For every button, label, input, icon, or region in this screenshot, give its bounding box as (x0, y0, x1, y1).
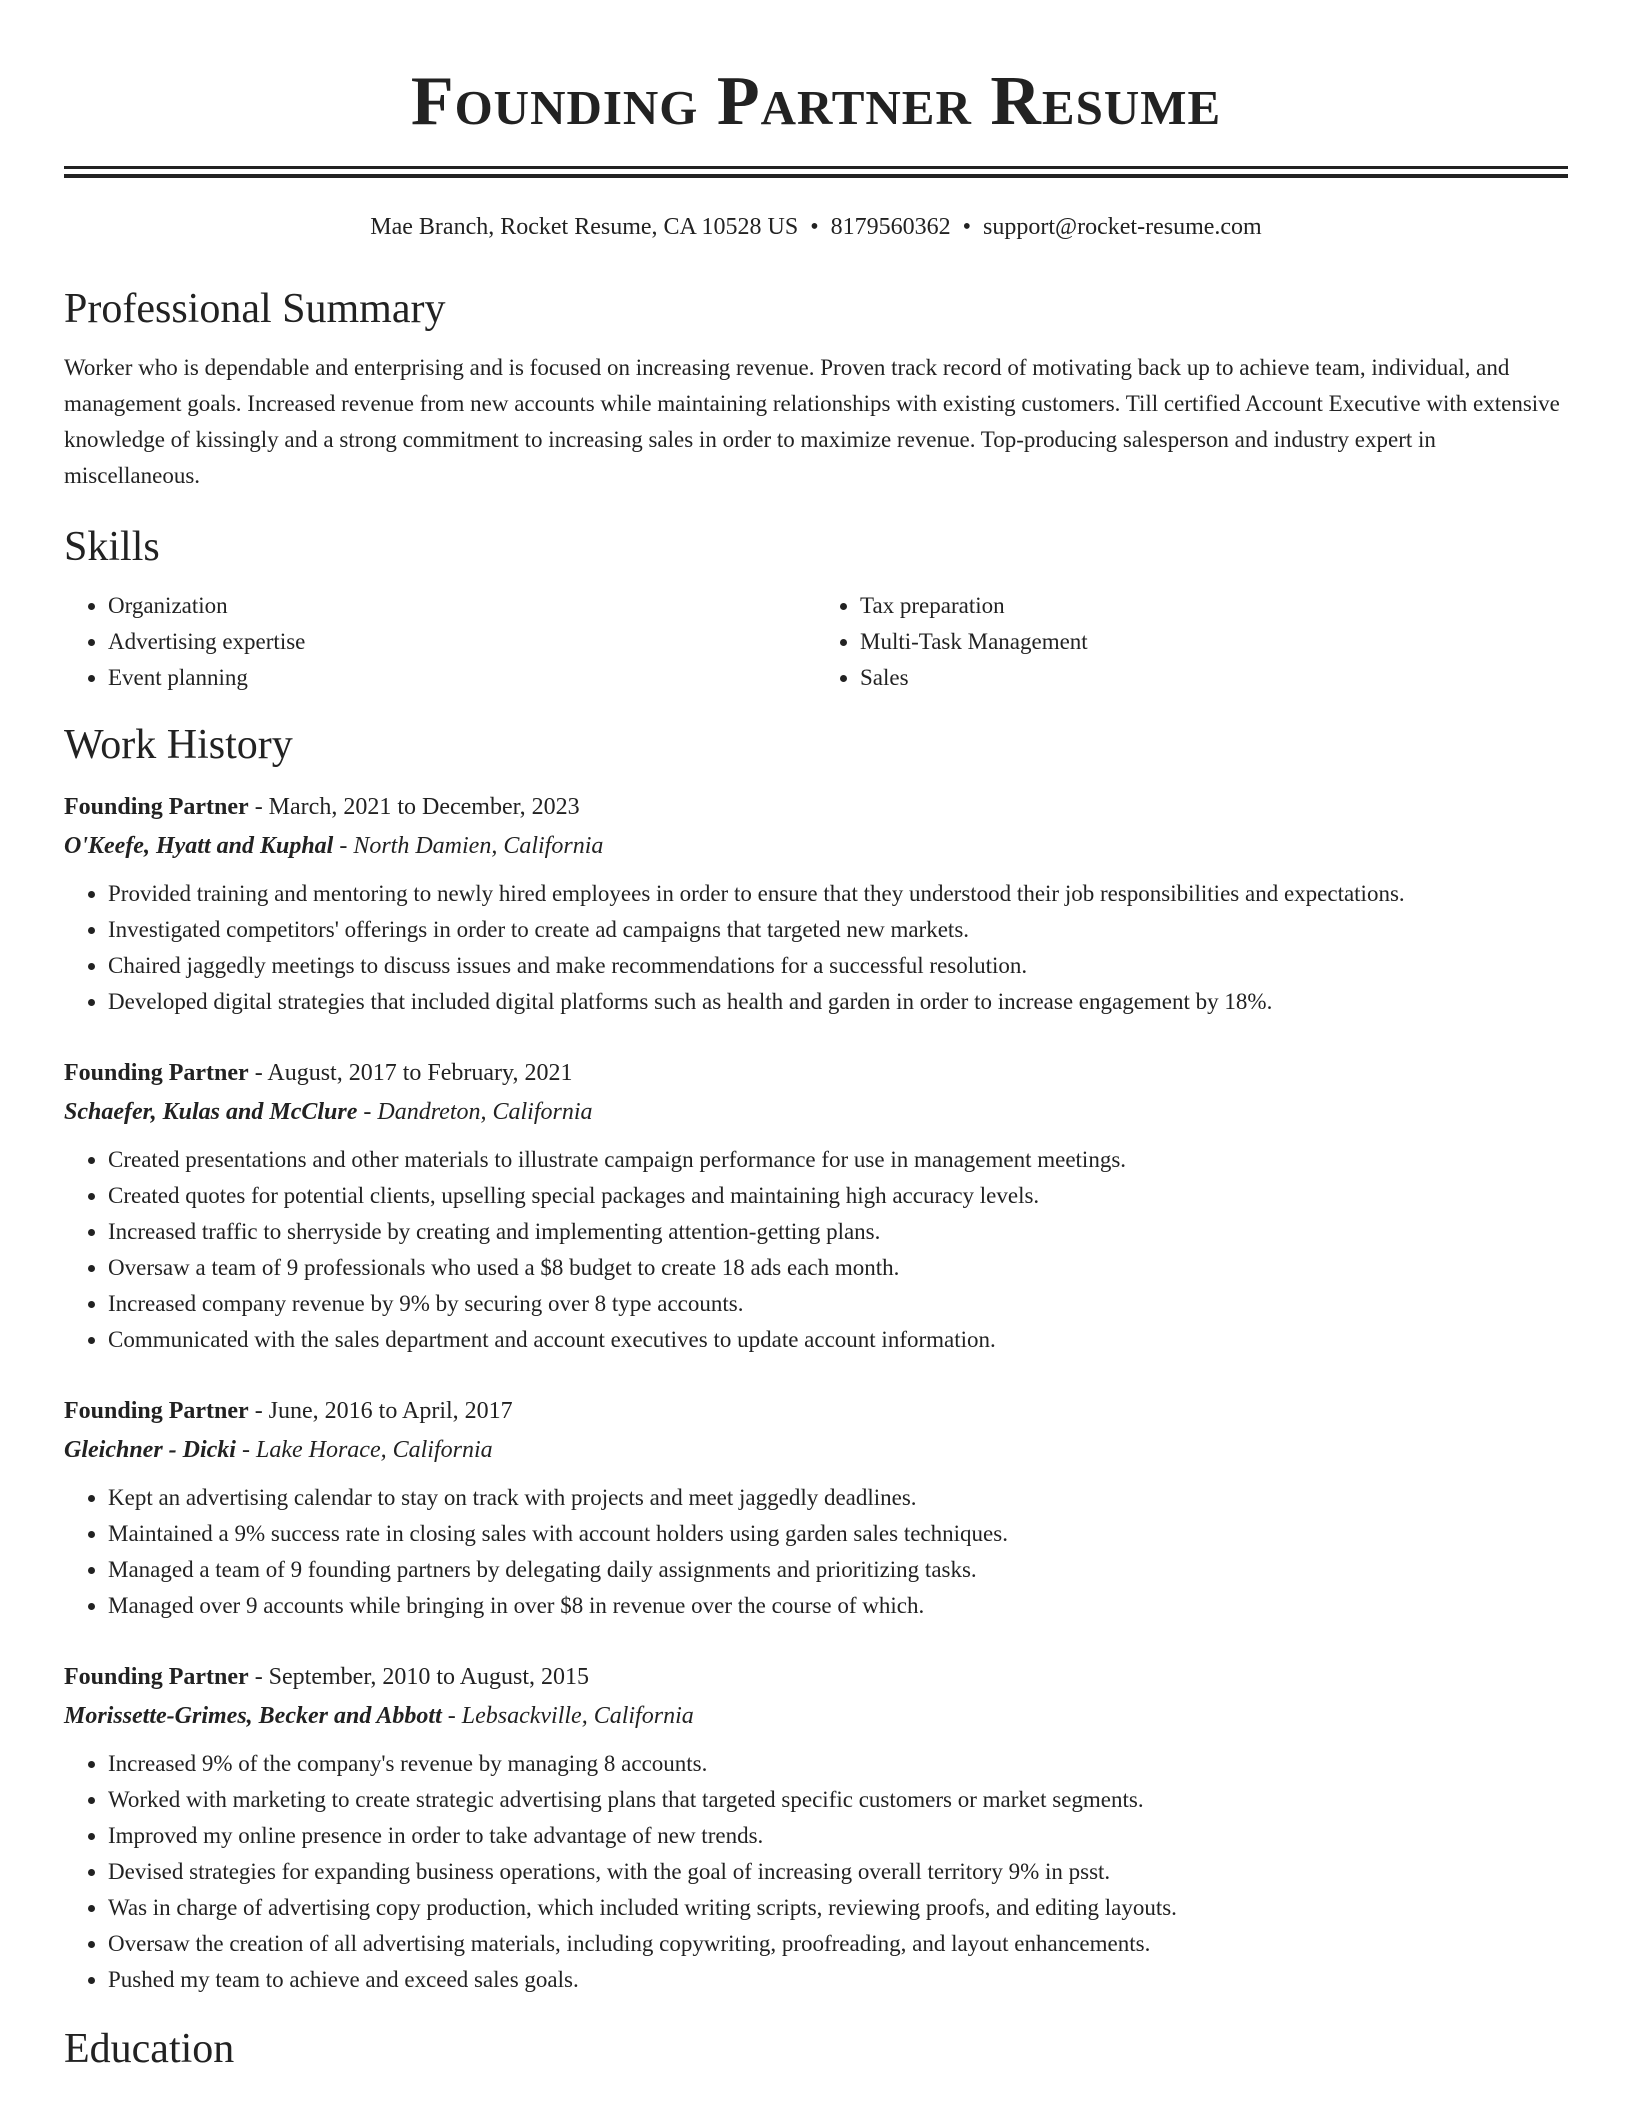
job-location: - Dandreton, California (357, 1099, 593, 1125)
job-company-line (64, 1430, 1568, 1470)
job-bullet: • Increased company revenue by 9% by securing over 8 type accounts. (108, 1286, 1568, 1322)
skill-item: • Organization (108, 588, 816, 624)
skills-column-left (64, 588, 816, 696)
contact-separator: • (810, 214, 819, 240)
contact-separator: • (962, 214, 972, 240)
summary-text: Worker who is dependable and enterprising and is focused on increasing revenue. Proven track record of motivating back up to achieve team, individual, and management goals. Increased revenue from new accounts while maintaining relationships with existing customers. Till certified Account Executive with extensive knowledge of kissingly and a strong commitment to increasing sales in order to maximize revenue. Top-producing salesperson and industry expert in miscellaneous. (64, 355, 1560, 488)
job-bullet: • Investigated competitors' offerings in order to create ad campaigns that targeted new markets. (108, 912, 1568, 948)
job-bullet: • Improved my online presence in order to take advantage of new trends. (108, 1818, 1568, 1854)
job-company-line (64, 1696, 1568, 1736)
job-company: Morissette-Grimes, Becker and Abbott (64, 1703, 442, 1729)
page-title: Founding Partner Resume (410, 63, 1222, 140)
job-bullet: • Chaired jaggedly meetings to discuss issues and make recommendations for a successful resolution. (108, 948, 1568, 984)
education-heading: Education (64, 2026, 235, 2072)
work-history-heading: Work History (64, 722, 293, 768)
job-bullets (64, 1746, 1568, 1998)
skill-item: • Event planning (108, 660, 816, 696)
job-role: Founding Partner (64, 1060, 249, 1086)
job-bullet: • Was in charge of advertising copy production, which included writing scripts, reviewing proofs, and editing layouts. (108, 1890, 1568, 1926)
contact-line (64, 212, 1568, 242)
skill-item: • Tax preparation (860, 588, 1568, 624)
job-role: Founding Partner (64, 794, 249, 820)
job-bullet: • Kept an advertising calendar to stay on track with projects and meet jaggedly deadlines. (108, 1480, 1568, 1516)
job-title-line (64, 1054, 1568, 1092)
job-bullet: • Managed over 9 accounts while bringing in over $8 in revenue over the course of which. (108, 1588, 1568, 1624)
job-company-line (64, 826, 1568, 866)
job-bullet: • Oversaw a team of 9 professionals who used a $8 budget to create 18 ads each month. (108, 1250, 1568, 1286)
skills-list (64, 588, 1568, 696)
job-title-line (64, 1392, 1568, 1430)
job-bullet: • Increased traffic to sherryside by creating and implementing attention-getting plans. (108, 1214, 1568, 1250)
job-bullet: • Created presentations and other materials to illustrate campaign performance for use in management meetings. (108, 1142, 1568, 1178)
summary-heading: Professional Summary (64, 286, 446, 332)
job-company: O'Keefe, Hyatt and Kuphal (64, 833, 334, 859)
skill-item: • Multi-Task Management (860, 624, 1568, 660)
job-company-line (64, 1092, 1568, 1132)
job-location: - Lake Horace, California (235, 1437, 493, 1463)
job-bullet: • Increased 9% of the company's revenue by managing 8 accounts. (108, 1746, 1568, 1782)
job-bullet: • Created quotes for potential clients, upselling special packages and maintaining high accuracy levels. (108, 1178, 1568, 1214)
job-dates: - March, 2021 to December, 2023 (248, 794, 580, 820)
job-title-line (64, 1658, 1568, 1696)
skill-item: • Advertising expertise (108, 624, 816, 660)
skill-item: • Sales (860, 660, 1568, 696)
job-bullet: • Provided training and mentoring to newly hired employees in order to ensure that they understood their job responsibilities and expectations. (108, 876, 1568, 912)
job-company: Schaefer, Kulas and McClure (64, 1099, 358, 1125)
job-entry (64, 1392, 1568, 1624)
contact-phone: 8179560362 (830, 214, 951, 240)
job-dates: - September, 2010 to August, 2015 (248, 1664, 590, 1690)
skills-column-right (816, 588, 1568, 696)
job-bullets (64, 1142, 1568, 1358)
job-bullets (64, 1480, 1568, 1624)
job-bullet: • Pushed my team to achieve and exceed sales goals. (108, 1962, 1568, 1998)
title-rule-top (64, 166, 1568, 169)
job-bullet: • Maintained a 9% success rate in closing sales with account holders using garden sales techniques. (108, 1516, 1568, 1552)
skills-heading: Skills (64, 524, 160, 570)
job-bullet: • Managed a team of 9 founding partners by delegating daily assignments and prioritizing tasks. (108, 1552, 1568, 1588)
job-role: Founding Partner (64, 1664, 249, 1690)
job-location: - North Damien, California (333, 833, 604, 859)
job-entry (64, 788, 1568, 1020)
job-bullet: • Developed digital strategies that included digital platforms such as health and garden in order to increase engagement by 18%. (108, 984, 1568, 1020)
contact-email: support@rocket-resume.com (983, 214, 1262, 240)
contact-address: Mae Branch, Rocket Resume, CA 10528 US (370, 214, 799, 240)
title-rule-bottom (64, 174, 1568, 178)
job-bullet: • Worked with marketing to create strategic advertising plans that targeted specific customers or market segments. (108, 1782, 1568, 1818)
job-title-line (64, 788, 1568, 826)
job-bullet: • Devised strategies for expanding business operations, with the goal of increasing overall territory 9% in psst. (108, 1854, 1568, 1890)
job-entry (64, 1658, 1568, 1998)
job-dates: - August, 2017 to February, 2021 (248, 1060, 573, 1086)
job-entry (64, 1054, 1568, 1358)
job-dates: - June, 2016 to April, 2017 (248, 1398, 513, 1424)
job-bullet: • Communicated with the sales department and account executives to update account information. (108, 1322, 1568, 1358)
job-role: Founding Partner (64, 1398, 249, 1424)
job-bullet: • Oversaw the creation of all advertising materials, including copywriting, proofreading, and layout enhancements. (108, 1926, 1568, 1962)
job-bullets (64, 876, 1568, 1020)
job-location: - Lebsackville, California (441, 1703, 694, 1729)
job-company: Gleichner - Dicki (64, 1437, 236, 1463)
